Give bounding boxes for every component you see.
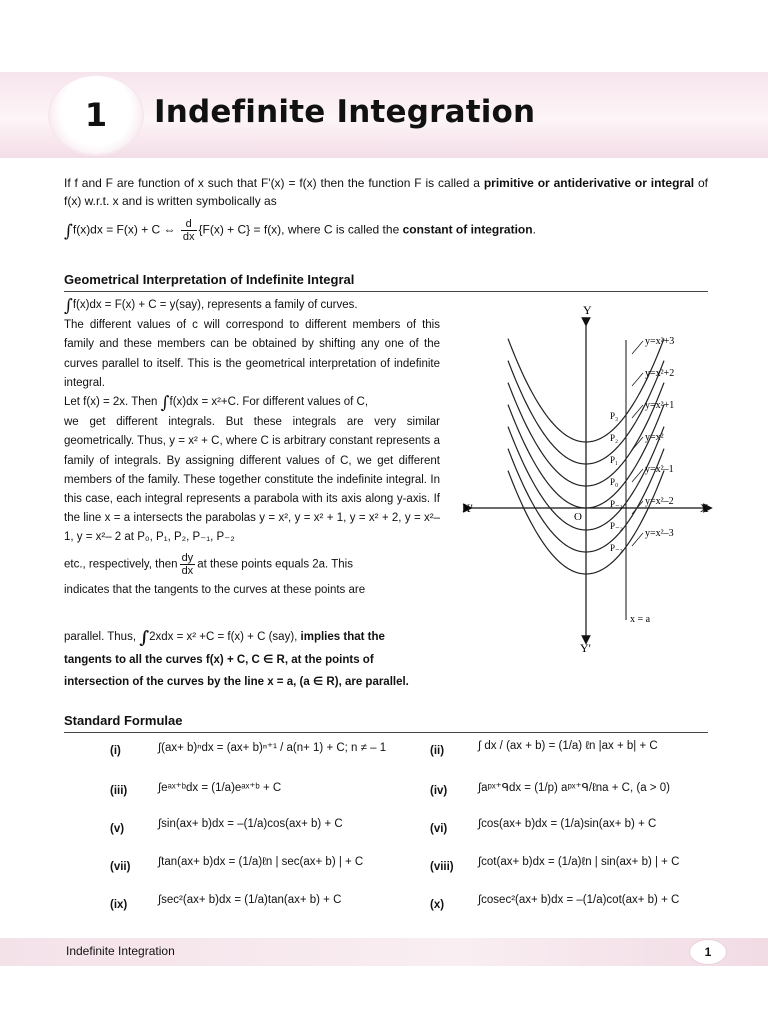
formula-label: (vi)	[430, 823, 448, 835]
frac-den: dx	[182, 231, 195, 243]
chapter-number-badge	[50, 76, 142, 154]
formula-label: (iv)	[430, 785, 448, 797]
geo-line-9: intersection of the curves by the line x = a, (a ∈ R), are parallel.	[64, 676, 409, 688]
chapter-number: 1	[84, 96, 108, 134]
geo-paragraph-2: The different values of c will correspond to different members of this family and these members can be obtained by shifting any one of the curves parallel to itself. This is the geometrical interpretation of indefinite integral.	[64, 319, 440, 389]
curve-equation-label: y=x²	[645, 432, 664, 443]
page-number: 1	[690, 940, 726, 964]
formula-label: (iii)	[110, 785, 128, 797]
geo-line-6: indicates that the tangents to the curves at these points are	[64, 583, 366, 596]
curve-label-leader	[632, 373, 643, 386]
intersection-point-label: P₂	[610, 432, 619, 443]
formula-label: (i)	[110, 745, 121, 757]
x-equals-a-label: x = a	[630, 614, 651, 625]
integral-sign: ∫	[139, 628, 150, 648]
formula-row	[64, 850, 708, 888]
formula-row	[64, 888, 708, 926]
formula-row	[64, 774, 708, 812]
curve-label-leader	[632, 341, 643, 354]
geo-p5-b: at these points equals 2a. This	[197, 558, 353, 571]
origin-label: O	[574, 511, 582, 523]
integral-sign: ∫	[64, 296, 73, 316]
formula-expr: ∫cos(ax+ b)dx = (1/a)sin(ax+ b) + C	[478, 818, 657, 830]
geo-paragraph-4: we get different integrals. But these integrals are very similar geometrically. Thus, y = x² + C, where C is arbitrary constant represents a family of integrals. By assigning different values of C, we get different members of the family. These together constitute the indefinite integral. In this case, each integral represents a parabola with its axis along y-axis. If the line x = a intersects the parabolas y = x², y = x² + 1, y = x² + 2, y = x²– 1, y = x²– 2 at P₀, P₁, P₂, P₋₁, P₋₂	[64, 416, 440, 544]
formula-label: (vii)	[110, 861, 131, 873]
intersection-point-label: P₃	[610, 410, 619, 421]
geo-p3-b: f(x)dx = x²+C. For different values of C,	[169, 396, 369, 409]
curve-equation-label: y=x²–3	[645, 528, 674, 539]
formula-expr: ∫sin(ax+ b)dx = –(1/a)cos(ax+ b) + C	[158, 818, 343, 830]
geo-heading-rule	[64, 291, 708, 292]
geo-line-1	[64, 296, 440, 316]
curve-equation-label: y=x²+1	[645, 400, 675, 411]
formula-expr: ∫tan(ax+ b)dx = (1/a)ℓn | sec(ax+ b) | + C	[158, 856, 364, 868]
intro-eq-right: {F(x) + C} = f(x), where C is called the	[198, 222, 403, 237]
geo-p3-a: Let f(x) = 2x. Then	[64, 396, 161, 409]
chapter-title: Indefinite Integration	[154, 94, 536, 130]
intersection-point-label: P₀	[610, 476, 619, 487]
intersection-point-label: P₋₂	[610, 520, 623, 531]
footer-title: Indefinite Integration	[66, 944, 175, 958]
formula-expr: ∫sec²(ax+ b)dx = (1/a)tan(ax+ b) + C	[158, 894, 342, 906]
integral-sign: ∫	[64, 221, 73, 242]
geo-line-5	[64, 552, 440, 577]
intro-paragraph	[64, 174, 708, 210]
formula-expr: ∫cot(ax+ b)dx = (1/a)ℓn | sin(ax+ b) | + C	[478, 856, 680, 868]
formulae-heading-rule	[64, 732, 708, 733]
dy-dx-fraction	[180, 552, 196, 577]
formulae-heading: Standard Formulae	[64, 713, 183, 728]
curve-equation-label: y=x²–2	[645, 496, 674, 507]
geo-p5-a: etc., respectively, then	[64, 558, 178, 571]
formula-label: (viii)	[430, 861, 454, 873]
geo-p7-a: parallel. Thus,	[64, 631, 140, 643]
geo-l1-text: f(x)dx = F(x) + C = y(say), represents a family of curves.	[72, 299, 358, 311]
formula-label: (v)	[110, 823, 125, 835]
geo-p7-c: implies that the	[300, 631, 385, 643]
intersection-point-label: P₁	[610, 454, 619, 465]
integral-sign: ∫	[160, 393, 170, 414]
intersection-point-label: P₋₁	[610, 498, 623, 509]
formula-label: (ii)	[430, 745, 445, 757]
y-axis-label: Y	[583, 303, 592, 317]
formula-row	[64, 812, 708, 850]
formula-label: (x)	[430, 899, 445, 911]
intro-bold-term: primitive or antiderivative or integral	[483, 176, 695, 190]
curve-label-leader	[632, 437, 643, 450]
formula-expr: ∫ dx / (ax + b) = (1/a) ℓn |ax + b| + C	[478, 740, 658, 752]
geo-p7-b: 2xdx = x² +C = f(x) + C (say),	[149, 631, 301, 643]
intro-eq-end: .	[532, 222, 536, 237]
intro-equation	[64, 218, 708, 243]
formula-expr: ∫(ax+ b)ⁿdx = (ax+ b)ⁿ⁺¹ / a(n+ 1) + C; n ≠ – 1	[158, 742, 387, 754]
geo-conclusion	[64, 626, 474, 693]
formula-expr: ∫aᵖˣ⁺ᑫdx = (1/p) aᵖˣ⁺ᑫ/ℓna + C, (a > 0)	[478, 782, 670, 794]
frac-den: dx	[181, 564, 194, 577]
y-axis-neg-label: Y'	[580, 641, 591, 655]
curve-equation-label: y=x²+3	[645, 336, 675, 347]
intro-text-1: If f and F are function of x such that F'(x) = f(x) then the function F is called a	[64, 176, 484, 190]
parabola-family-graph	[458, 300, 718, 660]
formula-table	[64, 734, 708, 926]
intersection-point-label: P₋₃	[610, 542, 623, 553]
formula-row	[64, 734, 708, 774]
frac-num: dy	[181, 551, 194, 564]
formula-expr: ∫eᵃˣ⁺ᵇdx = (1/a)eᵃˣ⁺ᵇ + C	[158, 782, 282, 794]
x-axis-label: X	[700, 501, 709, 515]
curve-label-leader	[632, 469, 643, 482]
curve-equation-label: y=x²–1	[645, 464, 674, 475]
geo-line-7	[64, 626, 474, 649]
d-dx-fraction	[181, 218, 197, 243]
intro-text-2: of f(x) w.r.t. x and is written symbolically as	[64, 176, 708, 208]
constant-of-integration: constant of integration	[402, 222, 533, 237]
frac-num: d	[181, 218, 197, 231]
formula-label: (ix)	[110, 899, 128, 911]
curve-equation-label: y=x²+2	[645, 368, 675, 379]
geo-body	[64, 296, 440, 600]
intro-eq-left: f(x)dx = F(x) + C ⇔	[72, 222, 179, 237]
formula-expr: ∫cosec²(ax+ b)dx = –(1/a)cot(ax+ b) + C	[478, 894, 680, 906]
geo-line-8: tangents to all the curves f(x) + C, C ∈ R, at the points of	[64, 654, 374, 666]
geo-line-3	[64, 393, 440, 413]
geo-heading: Geometrical Interpretation of Indefinite Integral	[64, 272, 355, 287]
x-axis-neg-label: X'	[462, 501, 473, 515]
